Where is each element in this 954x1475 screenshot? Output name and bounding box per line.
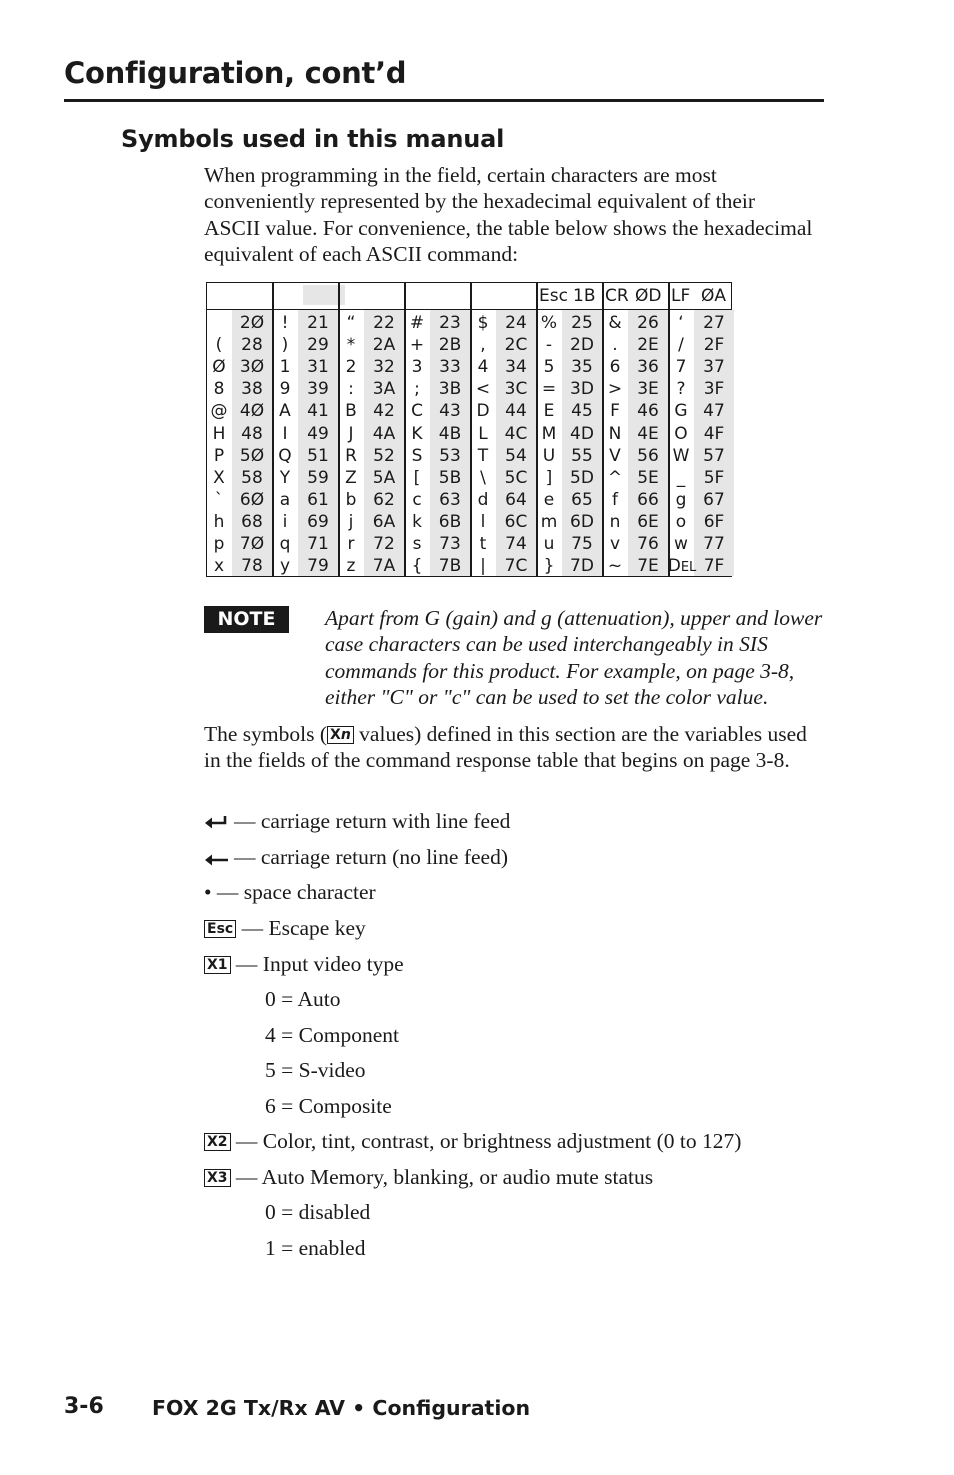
ascii-char-cell: I	[282, 423, 288, 444]
ascii-char-cell: d	[477, 489, 489, 510]
ascii-char-cell: T	[477, 445, 489, 466]
ascii-hex-cell: 5A	[372, 467, 396, 488]
ascii-hex-cell: 21	[307, 313, 329, 333]
ascii-hex-cell: 46	[637, 401, 659, 422]
ascii-hex-cell: 4D	[570, 423, 594, 444]
ascii-hex-cell: 2Ø	[239, 313, 265, 333]
x1-value: 4 = Component	[265, 1023, 399, 1047]
ascii-hex-cell: 6Ø	[239, 489, 265, 510]
ascii-hex-cell: 6D	[570, 511, 594, 532]
ascii-hex-cell: 75	[571, 534, 593, 554]
ascii-hex-cell: 51	[307, 445, 329, 466]
ascii-hex-cell: 4C	[504, 423, 528, 444]
space-bullet-icon: •	[204, 880, 212, 904]
ascii-char-cell: V	[609, 445, 621, 466]
ascii-char-cell: O	[674, 423, 688, 444]
ascii-char-cell: W	[672, 445, 690, 466]
ascii-char-cell: @	[210, 401, 228, 422]
carriage-return-icon	[204, 846, 228, 872]
ascii-char-cell: 3	[411, 357, 423, 378]
ascii-hex-cell: 2E	[637, 335, 659, 356]
ascii-char-cell: _	[676, 467, 686, 488]
ascii-char-cell: a	[279, 489, 291, 510]
ascii-char-cell: ;	[414, 379, 420, 400]
ascii-char-cell: ~	[607, 556, 623, 577]
ascii-hex-cell: 48	[241, 423, 263, 444]
ascii-hex-cell: 66	[637, 489, 659, 510]
xn-box-x: X	[330, 727, 341, 743]
ascii-hex-cell: 73	[439, 534, 461, 554]
ascii-hex-cell: 2C	[504, 335, 528, 356]
ascii-hex-cell: 38	[241, 379, 263, 400]
x3-box: X3	[204, 1169, 231, 1187]
ascii-hex-cell: 4F	[703, 423, 725, 444]
ascii-char-cell: p	[213, 534, 225, 554]
ascii-hex-cell: 7E	[637, 556, 659, 577]
ascii-char-cell: r	[347, 534, 355, 554]
header-hex: ØD	[635, 286, 662, 306]
ascii-hex-cell: 32	[373, 357, 395, 378]
ascii-char-cell: w	[674, 534, 688, 554]
ascii-hex-cell: 71	[307, 534, 329, 554]
ascii-hex-cell: 3B	[438, 379, 462, 400]
ascii-char-cell: .	[612, 335, 618, 356]
ascii-char-cell: K	[411, 423, 423, 444]
x3-value: 1 = enabled	[265, 1236, 366, 1260]
ascii-char-cell: y	[279, 556, 291, 577]
ascii-hex-cell: 67	[703, 489, 725, 510]
ascii-hex-cell: 76	[637, 534, 659, 554]
ascii-hex-cell: 4B	[438, 423, 462, 444]
ascii-hex-cell: 47	[703, 401, 725, 422]
ascii-hex-cell: 35	[571, 357, 593, 378]
symbol-text-x3: — Auto Memory, blanking, or audio mute status	[235, 1165, 654, 1189]
ascii-hex-cell: 2B	[438, 335, 462, 356]
symbol-text-cr: — carriage return (no line feed)	[234, 845, 508, 869]
ascii-char-cell: t	[479, 534, 487, 554]
ascii-char-cell: v	[609, 534, 621, 554]
ascii-char-cell: J	[348, 423, 354, 444]
ascii-hex-cell: 59	[307, 467, 329, 488]
ascii-hex-cell: 2D	[570, 335, 594, 356]
symbol-text-x2: — Color, tint, contrast, or brightness adjustment (0 to 127)	[235, 1129, 742, 1153]
ascii-hex-cell: 3A	[372, 379, 396, 400]
ascii-char-cell: U	[542, 445, 556, 466]
ascii-char-cell: S	[411, 445, 423, 466]
ascii-hex-cell: 3Ø	[239, 357, 265, 378]
ascii-char-cell: -	[545, 335, 553, 356]
ascii-hex-cell: 63	[439, 489, 461, 510]
ascii-hex-cell: 29	[307, 335, 329, 356]
ascii-hex-cell: 45	[571, 401, 593, 422]
ascii-char-cell: u	[543, 534, 555, 554]
header-hex: ØA	[701, 286, 727, 306]
ascii-hex-cell: 5B	[438, 467, 462, 488]
ascii-char-cell: 8	[213, 379, 225, 400]
section-title: Symbols used in this manual	[121, 125, 505, 153]
ascii-char-cell: }	[543, 556, 555, 577]
ascii-char-cell: i	[282, 511, 288, 532]
ascii-hex-cell: 58	[241, 467, 263, 488]
ascii-hex-cell: 37	[703, 357, 725, 378]
ascii-char-cell: G	[674, 401, 688, 422]
ascii-char-cell: =	[541, 379, 557, 400]
ascii-hex-cell: 28	[241, 335, 263, 356]
ascii-hex-cell: 4Ø	[239, 401, 265, 422]
ascii-char-cell: +	[409, 335, 425, 356]
ascii-char-cell: C	[411, 401, 423, 422]
ascii-char-cell: ?	[676, 379, 686, 400]
ascii-table-header	[207, 283, 731, 310]
x1-box: X1	[204, 956, 231, 974]
ascii-hex-cell: 7F	[703, 556, 725, 577]
ascii-char-cell: $	[477, 313, 489, 333]
x1-value: 5 = S-video	[265, 1058, 366, 1082]
ascii-hex-cell: 3E	[637, 379, 659, 400]
ascii-char-cell: Q	[278, 445, 292, 466]
symbols-intro-before: The symbols (	[204, 722, 328, 746]
symbol-item-x3	[204, 1164, 653, 1190]
ascii-char-cell: 2	[345, 357, 357, 378]
ascii-char-cell: A	[279, 401, 291, 422]
x3-value: 0 = disabled	[265, 1200, 371, 1224]
header-symbol: CR	[605, 286, 629, 306]
ascii-char-cell: E	[543, 401, 555, 422]
ascii-char-cell: f	[612, 489, 618, 510]
ascii-char-cell: q	[279, 534, 291, 554]
ascii-hex-cell: 54	[505, 445, 527, 466]
ascii-hex-cell: 2A	[372, 335, 396, 356]
ascii-hex-cell: 44	[505, 401, 527, 422]
ascii-char-cell: (	[215, 335, 223, 356]
ascii-hex-cell: 56	[637, 445, 659, 466]
ascii-hex-cell: 3D	[570, 379, 594, 400]
ascii-char-cell: &	[608, 313, 622, 333]
ascii-char-cell: e	[543, 489, 555, 510]
ascii-hex-cell: 24	[505, 313, 527, 333]
ascii-char-cell: R	[345, 445, 357, 466]
ascii-char-cell: )	[281, 335, 289, 356]
ascii-char-cell: 5	[543, 357, 555, 378]
ascii-char-cell: 1	[279, 357, 291, 378]
ascii-char-cell: >	[607, 379, 623, 400]
ascii-hex-cell: 22	[373, 313, 395, 333]
footer-title: FOX 2G Tx/Rx AV • Configuration	[152, 1396, 531, 1420]
ascii-char-cell: %	[540, 313, 558, 333]
ascii-char-cell: 6	[609, 357, 621, 378]
ascii-hex-cell: 7Ø	[239, 534, 265, 554]
symbol-text-esc: — Escape key	[241, 916, 366, 940]
symbol-text-crlf: — carriage return with line feed	[234, 809, 511, 833]
ascii-char-cell: z	[346, 556, 356, 577]
ascii-char-cell: o	[675, 511, 687, 532]
ascii-hex-cell: 5E	[637, 467, 659, 488]
note-text: Apart from G (gain) and g (attenuation), upper and lower case characters can be used interchangeably in SIS commands for this product. For example, on page 3-8, either "C" or "c" can be used to set the color value.	[325, 606, 823, 709]
xn-box	[327, 726, 354, 744]
ascii-hex-table	[206, 282, 732, 577]
ascii-hex-cell: 39	[307, 379, 329, 400]
ascii-hex-cell: 52	[373, 445, 395, 466]
ascii-char-cell: |	[480, 556, 486, 577]
ascii-char-cell: :	[348, 379, 354, 400]
ascii-hex-cell: 49	[307, 423, 329, 444]
ascii-char-cell: /	[678, 335, 684, 356]
ascii-char-cell: L	[478, 423, 488, 444]
ascii-hex-cell: 3F	[703, 379, 725, 400]
ascii-hex-cell: 5Ø	[239, 445, 265, 466]
ascii-hex-cell: 3C	[504, 379, 528, 400]
esc-key-box: Esc	[204, 920, 236, 938]
ascii-hex-cell: 69	[307, 511, 329, 532]
ascii-hex-cell: 33	[439, 357, 461, 378]
ascii-hex-cell: 77	[703, 534, 725, 554]
symbol-item-x2	[204, 1128, 741, 1154]
ascii-char-cell: n	[609, 511, 621, 532]
note-badge: NOTE	[204, 606, 289, 633]
ascii-hex-cell: 6A	[372, 511, 396, 532]
ascii-char-cell: DEL	[667, 556, 697, 577]
ascii-hex-cell: 62	[373, 489, 395, 510]
ascii-char-cell: h	[213, 511, 225, 532]
ascii-char-cell: ‘	[678, 313, 684, 333]
ascii-char-cell: \	[480, 467, 486, 488]
ascii-char-cell: “	[346, 313, 356, 333]
ascii-char-cell: Z	[345, 467, 357, 488]
ascii-char-cell: [	[413, 467, 421, 488]
symbol-text-space: — space character	[216, 880, 376, 904]
ascii-hex-cell: 25	[571, 313, 593, 333]
header-rule	[64, 99, 824, 102]
ascii-char-cell: {	[411, 556, 423, 577]
ascii-hex-cell: 36	[637, 357, 659, 378]
ascii-hex-cell: 7D	[570, 556, 594, 577]
ascii-char-cell: <	[475, 379, 491, 400]
ascii-hex-cell: 78	[241, 556, 263, 577]
x2-box: X2	[204, 1133, 231, 1151]
ascii-char-cell: N	[608, 423, 622, 444]
ascii-hex-cell: 2F	[703, 335, 725, 356]
ascii-hex-cell: 72	[373, 534, 395, 554]
symbols-intro-after: values) defined in this section are the variables used in the fields of the command response table that begins on page 3-8.	[204, 722, 807, 773]
ascii-char-cell: 9	[279, 379, 291, 400]
ascii-char-cell: ^	[607, 467, 623, 488]
ascii-char-cell: ]	[545, 467, 553, 488]
ascii-char-cell: Ø	[212, 357, 226, 378]
ascii-hex-cell: 4A	[372, 423, 396, 444]
ascii-char-cell: l	[480, 511, 486, 532]
ascii-char-cell: P	[213, 445, 225, 466]
ascii-char-cell: !	[281, 313, 289, 333]
symbol-item-space	[204, 879, 376, 905]
ascii-char-cell: g	[675, 489, 687, 510]
ascii-hex-cell: 31	[307, 357, 329, 378]
ascii-hex-cell: 6B	[438, 511, 462, 532]
page-header-title: Configuration, cont’d	[64, 56, 407, 90]
ascii-hex-cell: 61	[307, 489, 329, 510]
ascii-char-cell: x	[213, 556, 225, 577]
ascii-char-cell: Y	[279, 467, 291, 488]
ascii-char-cell: D	[476, 401, 490, 422]
ascii-char-cell: ,	[480, 335, 486, 356]
ascii-hex-cell: 43	[439, 401, 461, 422]
ascii-hex-cell: 23	[439, 313, 461, 333]
ascii-hex-cell: 65	[571, 489, 593, 510]
ascii-hex-cell: 6E	[637, 511, 659, 532]
ascii-hex-cell: 26	[637, 313, 659, 333]
ascii-char-cell: 7	[675, 357, 687, 378]
ascii-char-cell: M	[541, 423, 557, 444]
ascii-char-cell: j	[348, 511, 354, 532]
x1-value: 6 = Composite	[265, 1094, 392, 1118]
ascii-hex-cell: 7C	[504, 556, 528, 577]
header-symbol: Esc	[539, 286, 568, 306]
symbols-intro-paragraph	[204, 721, 824, 774]
ascii-hex-cell: 41	[307, 401, 329, 422]
ascii-char-cell: s	[412, 534, 422, 554]
ascii-char-cell: m	[540, 511, 558, 532]
footer-page-number: 3-6	[64, 1394, 104, 1419]
ascii-hex-cell: 74	[505, 534, 527, 554]
ascii-char-cell: H	[212, 423, 226, 444]
ascii-hex-cell: 64	[505, 489, 527, 510]
ascii-char-cell: B	[345, 401, 357, 422]
ascii-hex-cell: 6F	[703, 511, 725, 532]
ascii-char-cell: `	[214, 489, 224, 510]
symbol-item-cr	[204, 844, 508, 872]
symbol-item-esc	[204, 915, 366, 941]
ascii-char-cell: 4	[477, 357, 489, 378]
symbol-text-x1: — Input video type	[235, 952, 404, 976]
ascii-hex-cell: 79	[307, 556, 329, 577]
ascii-char-cell	[207, 312, 231, 334]
symbol-item-x1	[204, 951, 404, 977]
ascii-hex-cell: 42	[373, 401, 395, 422]
ascii-hex-cell: 27	[703, 313, 725, 333]
ascii-hex-cell: 55	[571, 445, 593, 466]
ascii-hex-cell: 6C	[504, 511, 528, 532]
ascii-hex-cell: 68	[241, 511, 263, 532]
ascii-char-cell: #	[409, 313, 425, 333]
ascii-char-cell: b	[345, 489, 357, 510]
ascii-char-cell: c	[412, 489, 422, 510]
header-hex: 1B	[573, 286, 596, 306]
xn-box-n: n	[340, 727, 351, 743]
ascii-hex-cell: 57	[703, 445, 725, 466]
ascii-hex-cell: 5C	[504, 467, 528, 488]
ascii-char-cell: k	[412, 511, 422, 532]
carriage-return-line-feed-icon	[204, 810, 228, 836]
ascii-hex-cell: 5F	[703, 467, 725, 488]
header-symbol: LF	[671, 286, 691, 306]
ascii-hex-cell: 53	[439, 445, 461, 466]
ascii-hex-cell: 5D	[570, 467, 594, 488]
intro-paragraph: When programming in the field, certain characters are most conveniently represented by the hexadecimal equivalent of their ASCII value. For convenience, the table below shows the hexadecimal equivalent of each ASCII command:	[204, 163, 813, 266]
x1-value: 0 = Auto	[265, 987, 341, 1011]
symbol-item-crlf	[204, 808, 510, 836]
ascii-hex-cell: 7B	[438, 556, 462, 577]
ascii-hex-cell: 34	[505, 357, 527, 378]
ascii-char-cell: X	[213, 467, 225, 488]
ascii-char-cell: *	[346, 335, 356, 356]
ascii-hex-cell: 4E	[637, 423, 659, 444]
ascii-hex-cell: 7A	[372, 556, 396, 577]
ascii-char-cell: F	[610, 401, 620, 422]
